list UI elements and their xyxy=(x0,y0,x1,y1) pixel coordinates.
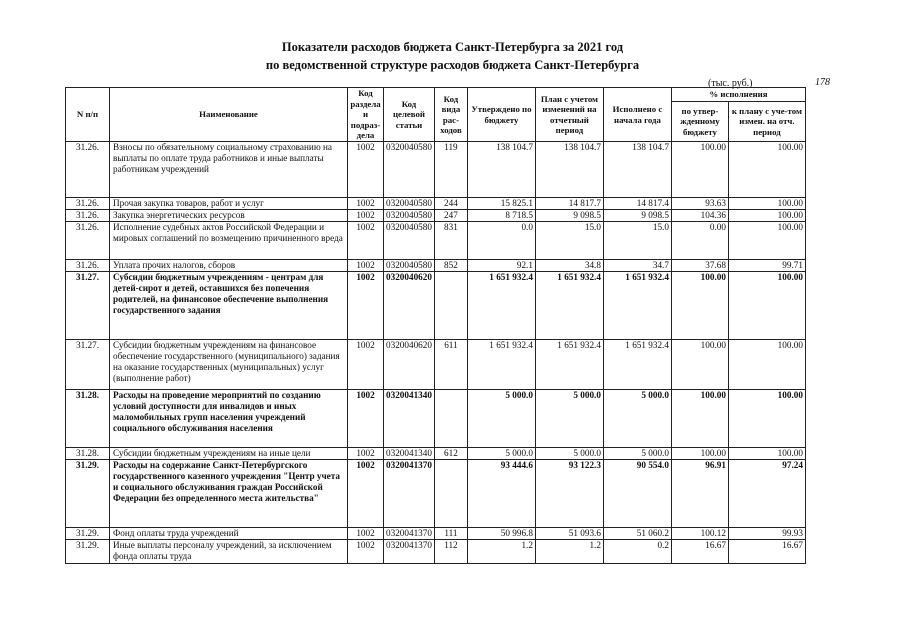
cell-num: 31.26. xyxy=(66,142,110,198)
cell-target: 0320041340 xyxy=(384,390,435,448)
cell-approved: 50 996.8 xyxy=(467,528,535,540)
cell-pct-approved: 100.12 xyxy=(671,528,728,540)
cell-target: 0320040620 xyxy=(384,340,435,390)
cell-target: 0320040580 xyxy=(384,260,435,272)
table-row xyxy=(66,260,806,272)
header-name: Наименование xyxy=(110,88,348,142)
cell-plan: 5 000.0 xyxy=(535,390,603,448)
cell-pct-approved: 0.00 xyxy=(671,222,728,260)
cell-approved: 92.1 xyxy=(467,260,535,272)
cell-type: 611 xyxy=(434,340,467,390)
cell-num: 31.29. xyxy=(66,528,110,540)
budget-table xyxy=(65,87,806,564)
table-row xyxy=(66,198,806,210)
cell-section: 1002 xyxy=(348,222,384,260)
cell-target: 0320041370 xyxy=(384,540,435,564)
cell-type xyxy=(434,390,467,448)
cell-executed: 14 817.4 xyxy=(603,198,671,210)
cell-plan: 1 651 932.4 xyxy=(535,272,603,340)
cell-num: 31.26. xyxy=(66,222,110,260)
cell-name: Исполнение судебных актов Российской Федерации и мировых соглашений по возмещению причиненного вреда xyxy=(110,222,348,260)
cell-name: Взносы по обязательному социальному страхованию на выплаты по оплате труда работников и иные выплаты работникам учреждений xyxy=(110,142,348,198)
table-row xyxy=(66,540,806,564)
cell-approved: 15 825.1 xyxy=(467,198,535,210)
cell-name: Закупка энергетических ресурсов xyxy=(110,210,348,222)
cell-section: 1002 xyxy=(348,390,384,448)
cell-plan: 51 093.6 xyxy=(535,528,603,540)
cell-pct-approved: 104.36 xyxy=(671,210,728,222)
cell-name: Иные выплаты персоналу учреждений, за исключением фонда оплаты труда xyxy=(110,540,348,564)
cell-plan: 15.0 xyxy=(535,222,603,260)
cell-executed: 138 104.7 xyxy=(603,142,671,198)
cell-plan: 1.2 xyxy=(535,540,603,564)
cell-target: 0320041370 xyxy=(384,460,435,528)
cell-approved: 1 651 932.4 xyxy=(467,272,535,340)
cell-num: 31.26. xyxy=(66,260,110,272)
cell-section: 1002 xyxy=(348,540,384,564)
table-row xyxy=(66,448,806,460)
cell-section: 1002 xyxy=(348,272,384,340)
cell-section: 1002 xyxy=(348,210,384,222)
cell-type: 111 xyxy=(434,528,467,540)
cell-target: 0320040580 xyxy=(384,142,435,198)
cell-approved: 8 718.5 xyxy=(467,210,535,222)
cell-section: 1002 xyxy=(348,260,384,272)
cell-pct-plan: 16.67 xyxy=(728,540,805,564)
cell-pct-plan: 97.24 xyxy=(728,460,805,528)
cell-name: Субсидии бюджетным учреждениям на финансовое обеспечение государственного (муниципального) задания на оказание государственных (муниципальных) услуг (выполнение работ) xyxy=(110,340,348,390)
cell-pct-plan: 100.00 xyxy=(728,142,805,198)
cell-pct-approved: 100.00 xyxy=(671,340,728,390)
cell-pct-plan: 100.00 xyxy=(728,272,805,340)
table-row xyxy=(66,340,806,390)
cell-num: 31.26. xyxy=(66,210,110,222)
cell-name: Расходы на проведение мероприятий по созданию условий доступности для инвалидов и иных маломобильных групп населения учреждений социального обслуживания населения xyxy=(110,390,348,448)
cell-target: 0320040580 xyxy=(384,210,435,222)
cell-type: 112 xyxy=(434,540,467,564)
cell-section: 1002 xyxy=(348,340,384,390)
cell-pct-approved: 100.00 xyxy=(671,390,728,448)
cell-name: Уплата прочих налогов, сборов xyxy=(110,260,348,272)
report-title: Показатели расходов бюджета Санкт-Петербурга за 2021 год xyxy=(281,40,624,54)
cell-plan: 9 098.5 xyxy=(535,210,603,222)
cell-plan: 14 817.7 xyxy=(535,198,603,210)
cell-section: 1002 xyxy=(348,460,384,528)
cell-executed: 51 060.2 xyxy=(603,528,671,540)
cell-num: 31.28. xyxy=(66,390,110,448)
cell-num: 31.29. xyxy=(66,540,110,564)
cell-name: Фонд оплаты труда учреждений xyxy=(110,528,348,540)
cell-num: 31.28. xyxy=(66,448,110,460)
cell-type xyxy=(434,460,467,528)
cell-name: Прочая закупка товаров, работ и услуг xyxy=(110,198,348,210)
cell-pct-plan: 100.00 xyxy=(728,390,805,448)
cell-type xyxy=(434,272,467,340)
header-pct-plan: к плану с уче-том измен. на отч. период xyxy=(728,102,805,142)
cell-num: 31.27. xyxy=(66,340,110,390)
table-row xyxy=(66,222,806,260)
cell-pct-plan: 100.00 xyxy=(728,448,805,460)
cell-pct-approved: 100.00 xyxy=(671,448,728,460)
table-row xyxy=(66,142,806,198)
cell-executed: 1 651 932.4 xyxy=(603,272,671,340)
report-subtitle: по ведомственной структуре расходов бюджета Санкт-Петербурга xyxy=(265,58,640,72)
units-label: (тыс. руб.) xyxy=(708,78,753,89)
table-row xyxy=(66,390,806,448)
cell-pct-plan: 100.00 xyxy=(728,222,805,260)
table-row xyxy=(66,210,806,222)
cell-section: 1002 xyxy=(348,448,384,460)
cell-executed: 34.7 xyxy=(603,260,671,272)
cell-target: 0320041340 xyxy=(384,448,435,460)
cell-pct-plan: 100.00 xyxy=(728,210,805,222)
cell-approved: 5 000.0 xyxy=(467,390,535,448)
cell-plan: 5 000.0 xyxy=(535,448,603,460)
table-body xyxy=(66,142,806,564)
cell-pct-approved: 100.00 xyxy=(671,142,728,198)
header-approved: Утверждено по бюджету xyxy=(467,88,535,142)
header-pct-approved: по утвер-жденному бюджету xyxy=(671,102,728,142)
cell-pct-approved: 100.00 xyxy=(671,272,728,340)
cell-num: 31.27. xyxy=(66,272,110,340)
header-num: N п/п xyxy=(66,88,110,142)
cell-type: 119 xyxy=(434,142,467,198)
header-plan: План с учетом изменений на отчетный период xyxy=(535,88,603,142)
cell-approved: 1.2 xyxy=(467,540,535,564)
table-row xyxy=(66,528,806,540)
cell-approved: 93 444.6 xyxy=(467,460,535,528)
cell-target: 0320040580 xyxy=(384,198,435,210)
cell-name: Субсидии бюджетным учреждениям - центрам для детей-сирот и детей, оставшихся без попечения родителей, на финансовое обеспечение выполнения государственного задания xyxy=(110,272,348,340)
cell-pct-plan: 100.00 xyxy=(728,198,805,210)
page-number: 178 xyxy=(815,77,830,88)
table-row xyxy=(66,272,806,340)
cell-target: 0320040580 xyxy=(384,222,435,260)
cell-pct-approved: 37.68 xyxy=(671,260,728,272)
cell-type: 831 xyxy=(434,222,467,260)
cell-executed: 1 651 932.4 xyxy=(603,340,671,390)
cell-pct-plan: 99.71 xyxy=(728,260,805,272)
cell-executed: 0.2 xyxy=(603,540,671,564)
cell-num: 31.29. xyxy=(66,460,110,528)
cell-pct-plan: 100.00 xyxy=(728,340,805,390)
cell-target: 0320040620 xyxy=(384,272,435,340)
cell-pct-approved: 16.67 xyxy=(671,540,728,564)
cell-approved: 0.0 xyxy=(467,222,535,260)
cell-plan: 138 104.7 xyxy=(535,142,603,198)
cell-pct-approved: 96.91 xyxy=(671,460,728,528)
cell-type: 244 xyxy=(434,198,467,210)
cell-executed: 15.0 xyxy=(603,222,671,260)
header-type: Код вида рас-ходов xyxy=(434,88,467,142)
cell-section: 1002 xyxy=(348,142,384,198)
cell-plan: 1 651 932.4 xyxy=(535,340,603,390)
cell-section: 1002 xyxy=(348,198,384,210)
header-executed: Исполнено с начала года xyxy=(603,88,671,142)
cell-pct-approved: 93.63 xyxy=(671,198,728,210)
cell-executed: 9 098.5 xyxy=(603,210,671,222)
cell-num: 31.26. xyxy=(66,198,110,210)
header-target: Код целевой статьи xyxy=(384,88,435,142)
cell-executed: 90 554.0 xyxy=(603,460,671,528)
cell-plan: 93 122.3 xyxy=(535,460,603,528)
cell-executed: 5 000.0 xyxy=(603,390,671,448)
cell-name: Расходы на содержание Санкт-Петербургского государственного казенного учреждения "Центр учета и социального обслуживания граждан Российской Федерации без определенного места жительства" xyxy=(110,460,348,528)
cell-type: 247 xyxy=(434,210,467,222)
cell-plan: 34.8 xyxy=(535,260,603,272)
table-row xyxy=(66,460,806,528)
cell-name: Субсидии бюджетным учреждениям на иные цели xyxy=(110,448,348,460)
cell-target: 0320041370 xyxy=(384,528,435,540)
cell-type: 852 xyxy=(434,260,467,272)
cell-approved: 5 000.0 xyxy=(467,448,535,460)
cell-pct-plan: 99.93 xyxy=(728,528,805,540)
cell-approved: 138 104.7 xyxy=(467,142,535,198)
cell-section: 1002 xyxy=(348,528,384,540)
header-section: Код раздела и подраз-дела xyxy=(348,88,384,142)
header-percent-group: % исполнения xyxy=(671,88,805,102)
cell-executed: 5 000.0 xyxy=(603,448,671,460)
cell-type: 612 xyxy=(434,448,467,460)
cell-approved: 1 651 932.4 xyxy=(467,340,535,390)
